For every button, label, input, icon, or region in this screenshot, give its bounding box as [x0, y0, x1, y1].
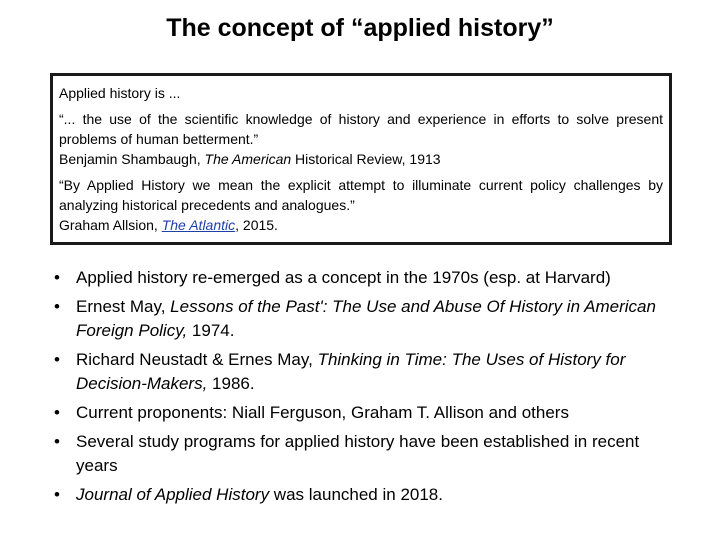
bullet-text: Current proponents: Niall Ferguson, Graham T. Allison and others: [76, 403, 569, 422]
quote-allison: [59, 175, 663, 235]
list-item: [52, 430, 682, 478]
bullet-marker: •: [54, 350, 60, 369]
bullet-marker: •: [54, 403, 60, 422]
slide-title: The concept of “applied history”: [166, 14, 554, 42]
quote-citation: [59, 215, 663, 235]
citation-author: Benjamin Shambaugh,: [59, 151, 205, 167]
quote-text: “By Applied History we mean the explicit attempt to illuminate current policy challenges by analyzing historical precedents and analogues.”: [59, 177, 663, 213]
quote-citation: [59, 149, 663, 169]
quote-box: [50, 73, 672, 245]
the-atlantic-link[interactable]: The Atlantic: [161, 217, 236, 233]
list-item: [52, 483, 682, 507]
bullet-marker: •: [54, 432, 60, 451]
list-item: [52, 266, 682, 290]
citation-source-rest: Historical Review, 1913: [291, 151, 441, 167]
citation-year: , 2015.: [235, 217, 278, 233]
bullet-book-title: Lessons of the Past': The Use and Abuse Of History in American Foreign Policy,: [76, 297, 656, 340]
bullet-text: Several study programs for applied history have been established in recent years: [76, 432, 640, 475]
bullet-year: 1986.: [207, 374, 255, 393]
list-item: [52, 401, 682, 425]
bullet-text: was launched in 2018.: [269, 485, 443, 504]
citation-source-italic: The American: [204, 151, 292, 167]
bullet-text: Richard Neustadt & Ernes May,: [76, 350, 318, 369]
bullet-list: [52, 266, 682, 512]
bullet-journal-title: Journal of Applied History: [76, 485, 270, 504]
list-item: [52, 348, 682, 396]
list-item: [52, 295, 682, 343]
bullet-text: Ernest May,: [76, 297, 171, 316]
quote-shambaugh: [59, 109, 663, 169]
bullet-book-title: Thinking in Time: The Uses of History for Decision-Makers,: [76, 350, 626, 393]
bullet-marker: •: [54, 268, 60, 287]
citation-author: Graham Allsion,: [59, 217, 162, 233]
bullet-text: Applied history re-emerged as a concept in the 1970s (esp. at Harvard): [76, 268, 611, 287]
quote-text: “... the use of the scientific knowledge of history and experience in efforts to solve present problems of human betterment.”: [59, 111, 663, 147]
bullet-year: 1974.: [187, 321, 235, 340]
bullet-marker: •: [54, 297, 60, 316]
bullet-marker: •: [54, 485, 60, 504]
box-heading: Applied history is ...: [59, 85, 181, 101]
